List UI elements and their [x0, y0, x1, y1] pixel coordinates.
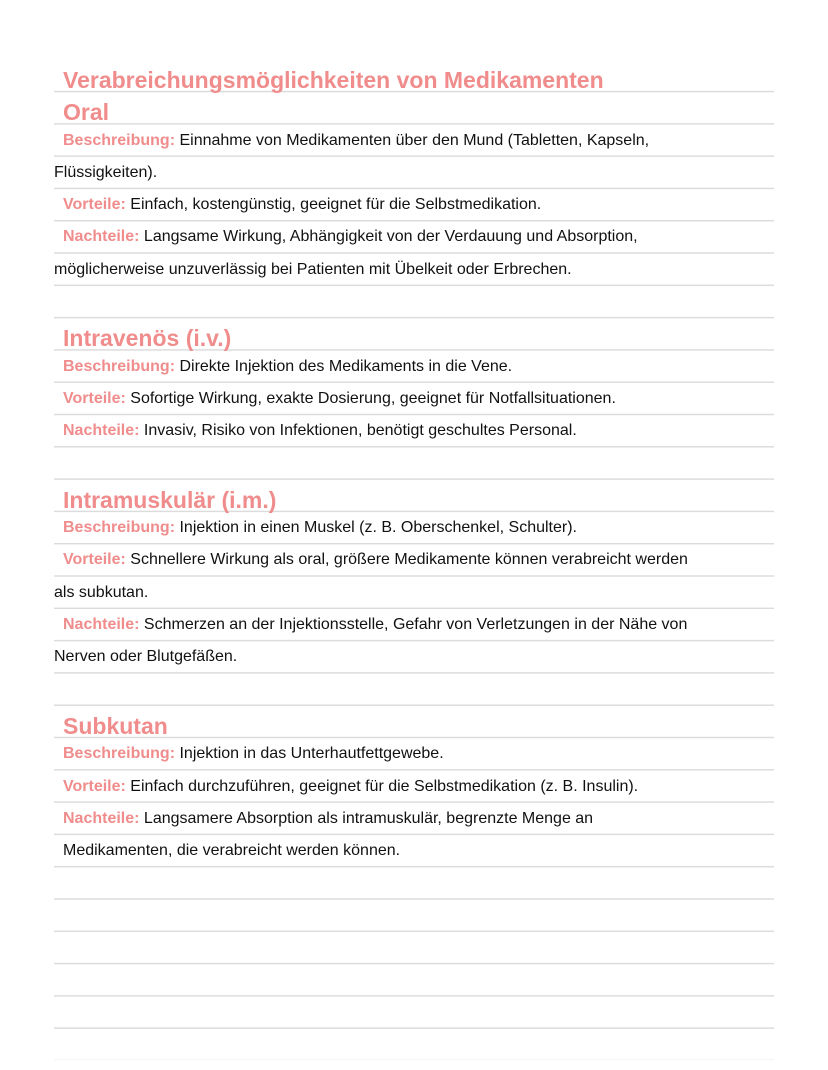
nachteile-text: Invasiv, Risiko von Infektionen, benötigt geschultes Personal.	[143, 422, 577, 440]
section-heading-subkutan: Subkutan	[63, 712, 168, 739]
beschreibung-label: Beschreibung:	[63, 519, 176, 537]
section-heading-oral: Oral	[63, 99, 110, 126]
beschreibung-label: Beschreibung:	[63, 131, 176, 149]
beschreibung-text: Einnahme von Medikamenten über den Mund (Tabletten, Kapseln,	[179, 131, 650, 149]
vorteile-text: Schnellere Wirkung als oral, größere Medikamente können verabreicht werden	[130, 551, 688, 569]
page-title: Verabreichungsmöglichkeiten von Medikamenten	[63, 67, 604, 93]
iv-vorteile	[54, 383, 774, 415]
vorteile-text: Sofortige Wirkung, exakte Dosierung, geeignet für Notfallsituationen.	[130, 389, 616, 407]
oral-nachteile	[54, 221, 774, 253]
beschreibung-text: Injektion in einen Muskel (z. B. Oberschenkel, Schulter).	[179, 519, 577, 537]
oral-beschreibung	[54, 125, 774, 157]
nachteile-label: Nachteile:	[63, 616, 140, 634]
vorteile-label: Vorteile:	[63, 551, 126, 569]
nachteile-text: Langsamere Absorption als intramuskulär, begrenzte Menge an	[143, 809, 594, 827]
sc-nachteile	[54, 803, 774, 835]
section-heading-intravenoes: Intravenös (i.v.)	[63, 325, 232, 352]
nachteile-label: Nachteile:	[63, 809, 140, 827]
iv-nachteile	[54, 415, 774, 447]
oral-nachteile-cont: möglicherweise unzuverlässig bei Patienten mit Übelkeit oder Erbrechen.	[54, 260, 572, 278]
nachteile-text: Langsame Wirkung, Abhängigkeit von der Verdauung und Absorption,	[143, 228, 638, 246]
im-vorteile	[54, 544, 774, 576]
blank-line	[54, 448, 774, 480]
im-beschreibung	[54, 512, 774, 544]
im-nachteile-cont: Nerven oder Blutgefäßen.	[54, 648, 238, 666]
beschreibung-label: Beschreibung:	[63, 745, 176, 763]
sc-nachteile-cont: Medikamenten, die verabreicht werden können.	[63, 842, 401, 860]
sc-vorteile	[54, 771, 774, 803]
iv-beschreibung	[54, 351, 774, 383]
oral-vorteile	[54, 189, 774, 221]
sc-beschreibung	[54, 738, 774, 770]
vorteile-label: Vorteile:	[63, 196, 126, 214]
ruled-note-page	[54, 60, 774, 1060]
im-nachteile	[54, 609, 774, 641]
vorteile-text: Einfach, kostengünstig, geeignet für die Selbstmedikation.	[130, 196, 542, 214]
beschreibung-text: Injektion in das Unterhautfettgewebe.	[179, 745, 444, 763]
beschreibung-text: Direkte Injektion des Medikaments in die Vene.	[179, 357, 513, 375]
section-heading-intramuskulaer: Intramuskulär (i.m.)	[63, 486, 277, 513]
vorteile-label: Vorteile:	[63, 777, 126, 795]
nachteile-text: Schmerzen an der Injektionsstelle, Gefahr von Verletzungen in der Nähe von	[143, 616, 688, 634]
beschreibung-label: Beschreibung:	[63, 357, 176, 375]
nachteile-label: Nachteile:	[63, 228, 140, 246]
blank-line	[54, 286, 774, 318]
vorteile-text: Einfach durchzuführen, geeignet für die Selbstmedikation (z. B. Insulin).	[130, 777, 639, 795]
nachteile-label: Nachteile:	[63, 422, 140, 440]
blank-line	[54, 674, 774, 706]
im-vorteile-cont: als subkutan.	[54, 583, 149, 601]
vorteile-label: Vorteile:	[63, 389, 126, 407]
oral-beschreibung-cont: Flüssigkeiten).	[54, 163, 158, 181]
